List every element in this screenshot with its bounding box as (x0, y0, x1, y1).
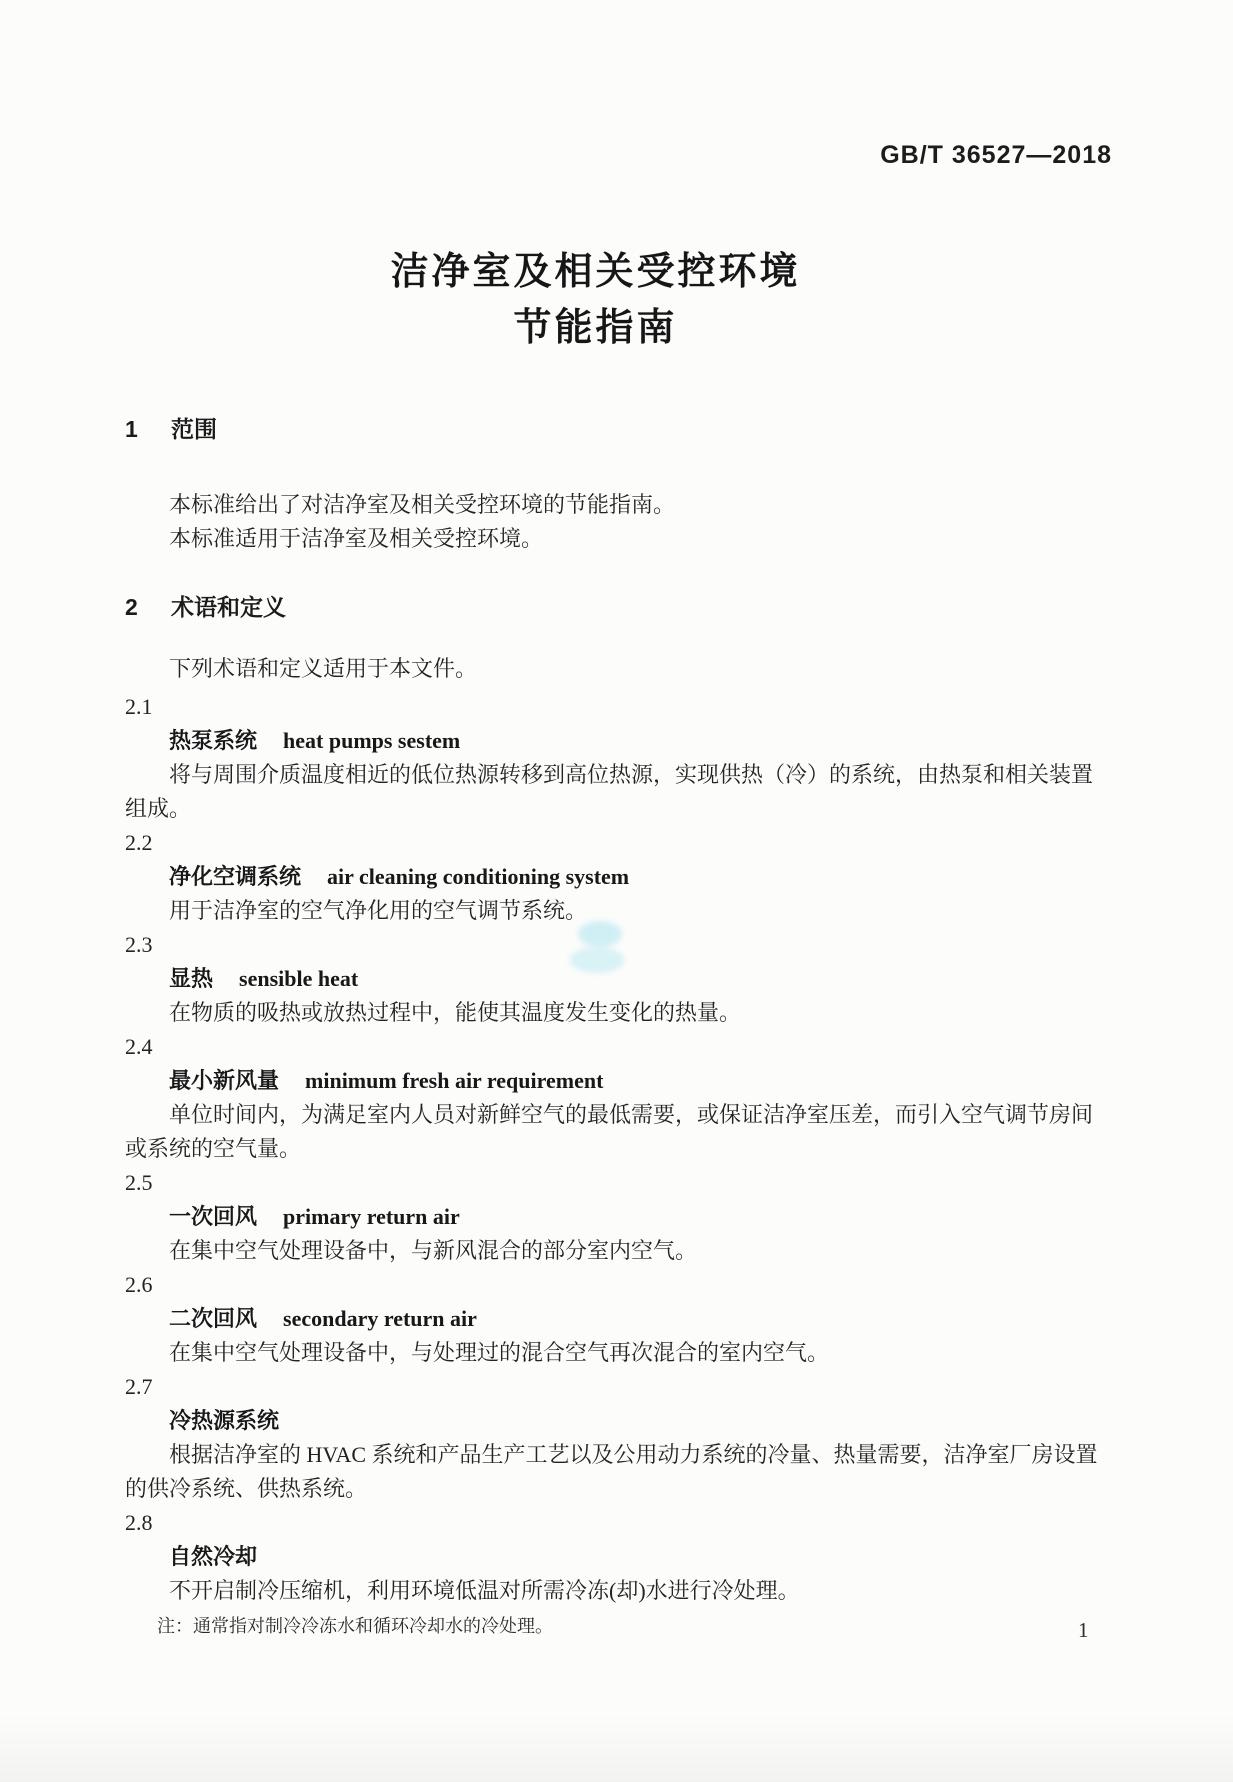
term-name-zh: 热泵系统 (169, 728, 258, 753)
scope-paragraph-1: 本标准给出了对洁净室及相关受控环境的节能指南。 (169, 492, 676, 517)
term-name-en: primary return air (283, 1204, 460, 1229)
term-name (125, 1200, 1107, 1234)
term-name-zh: 冷热源系统 (169, 1408, 280, 1433)
term-name-en: sensible heat (239, 966, 359, 991)
term-name-en: air cleaning conditioning system (327, 864, 630, 889)
term-name-zh: 一次回风 (169, 1204, 258, 1229)
term-name-zh: 二次回风 (169, 1306, 258, 1331)
terms-intro: 下列术语和定义适用于本文件。 (169, 656, 478, 681)
title-line-1: 洁净室及相关受控环境 (390, 251, 801, 293)
term-name-zh: 净化空调系统 (169, 864, 302, 889)
term-entry-2-4 (125, 1030, 1107, 1166)
term-number: 2.3 (125, 932, 153, 957)
section-2-title: 术语和定义 (171, 594, 286, 620)
term-name-en: heat pumps sestem (283, 728, 461, 753)
term-number: 2.2 (125, 830, 153, 855)
page-number: 1 (1078, 1618, 1089, 1642)
term-definition: 用于洁净室的空气净化用的空气调节系统。 (169, 898, 588, 923)
term-definition: 在集中空气处理设备中，与新风混合的部分室内空气。 (169, 1238, 698, 1263)
term-number: 2.5 (125, 1170, 153, 1195)
term-number: 2.6 (125, 1272, 153, 1297)
term-number: 2.7 (125, 1374, 153, 1399)
term-name (125, 860, 1107, 894)
term-name (125, 1064, 1107, 1098)
term-entry-2-6 (125, 1268, 1107, 1370)
term-name-en: secondary return air (283, 1306, 477, 1331)
term-number: 2.8 (125, 1510, 153, 1535)
term-name (125, 1302, 1107, 1336)
title-line-2: 节能指南 (513, 307, 678, 349)
section-1-number: 1 (125, 416, 138, 442)
scope-paragraph-2: 本标准适用于洁净室及相关受控环境。 (169, 526, 544, 551)
term-number: 2.1 (125, 694, 153, 719)
section-2-number: 2 (125, 594, 138, 620)
term-number: 2.4 (125, 1034, 153, 1059)
term-name (125, 1404, 1107, 1438)
document-body (125, 412, 1107, 1642)
term-name (125, 962, 1107, 996)
term-definition: 在物质的吸热或放热过程中，能使其温度发生变化的热量。 (169, 1000, 742, 1025)
standard-number: GB/T 36527—2018 (880, 141, 1112, 169)
term-definition: 根据洁净室的 HVAC 系统和产品生产工艺以及公用动力系统的冷量、热量需要，洁净室厂房设置的供冷系统、供热系统。 (125, 1442, 1098, 1501)
term-definition: 单位时间内，为满足室内人员对新鲜空气的最低需要，或保证洁净室压差，而引入空气调节房间或系统的空气量。 (125, 1102, 1094, 1161)
term-name (125, 1540, 1107, 1574)
term-entry-2-1 (125, 690, 1107, 826)
term-definition: 不开启制冷压缩机，利用环境低温对所需冷冻(却)水进行冷处理。 (169, 1578, 800, 1603)
section-2-heading (125, 590, 1107, 624)
term-name-en: minimum fresh air requirement (305, 1068, 604, 1093)
term-definition: 将与周围介质温度相近的低位热源转移到高位热源，实现供热（冷）的系统，由热泵和相关装置组成。 (125, 762, 1094, 821)
term-entry-2-2 (125, 826, 1107, 928)
term-definition: 在集中空气处理设备中，与处理过的混合空气再次混合的室内空气。 (169, 1340, 830, 1365)
term-name-zh: 自然冷却 (169, 1544, 258, 1569)
document-title (0, 244, 1191, 356)
terms-list (125, 690, 1107, 1642)
term-entry-2-8 (125, 1506, 1107, 1642)
term-name-zh: 显热 (169, 966, 214, 991)
term-name-zh: 最小新风量 (169, 1068, 280, 1093)
term-entry-2-7 (125, 1370, 1107, 1506)
term-entry-2-3 (125, 928, 1107, 1030)
section-1-title: 范围 (171, 416, 217, 442)
term-note: 注：通常指对制冷冷冻水和循环冷却水的冷处理。 (157, 1616, 553, 1636)
term-name (125, 724, 1107, 758)
term-entry-2-5 (125, 1166, 1107, 1268)
section-1-heading (125, 412, 1107, 446)
